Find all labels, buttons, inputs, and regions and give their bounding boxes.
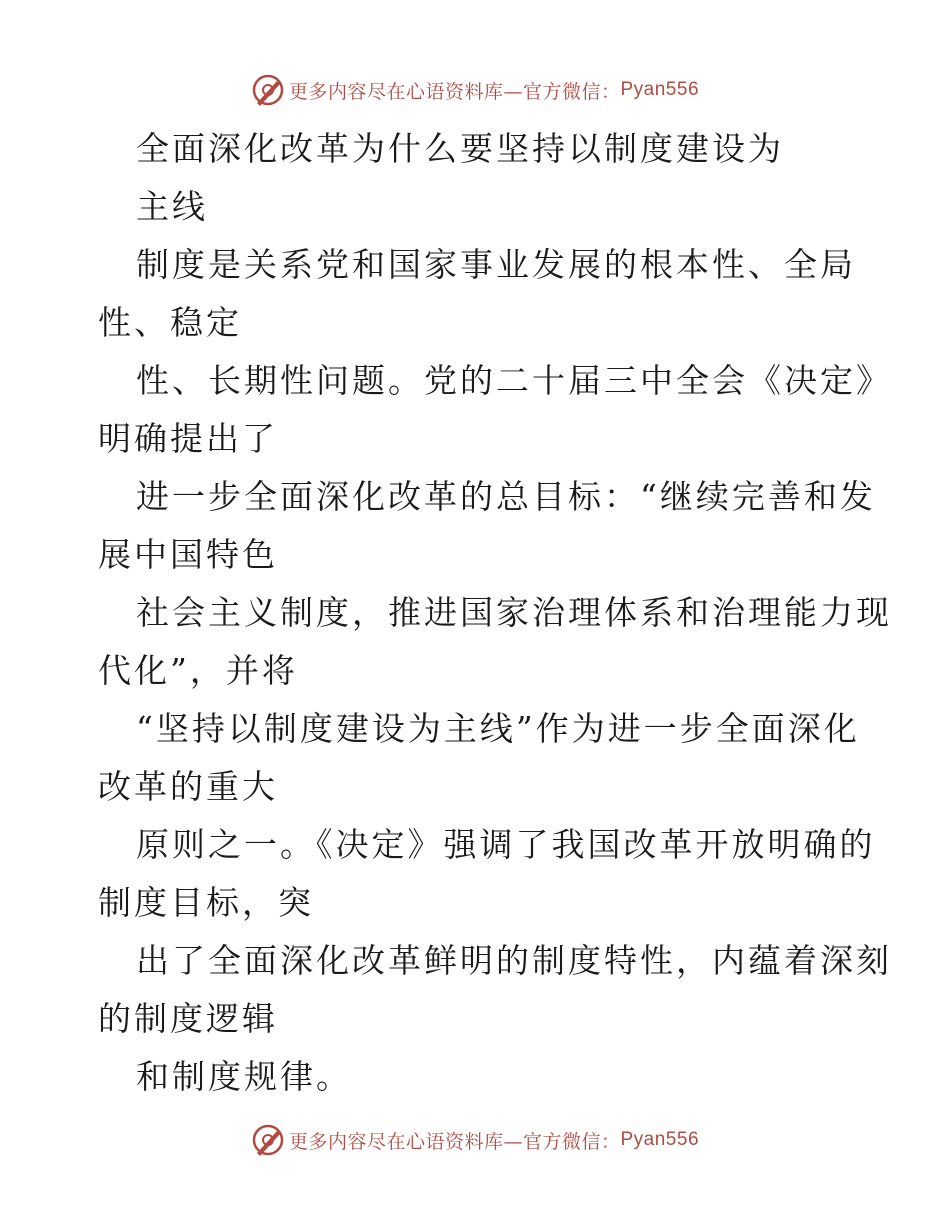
paragraph-line: 制度是关系党和国家事业发展的根本性、全局	[136, 245, 856, 284]
title-line-1: 全面深化改革为什么要坚持以制度建设为	[136, 129, 784, 168]
document-body	[98, 120, 892, 1106]
paragraph-line: “坚持以制度建设为主线”作为进一步全面深化	[136, 709, 860, 748]
paragraph-line: 社会主义制度，推进国家治理体系和治理能力现	[136, 593, 892, 632]
footer-banner-text: 更多内容尽在心语资料库—官方微信：	[288, 1130, 621, 1153]
paragraph-line: 进一步全面深化改革的总目标：“继续完善和发	[136, 477, 876, 516]
paragraph-line: 明确提出了	[98, 419, 278, 458]
paragraph-line: 的制度逻辑	[98, 999, 278, 1038]
header-banner	[0, 70, 950, 110]
paragraph-line: 和制度规律。	[136, 1057, 352, 1096]
paragraph-line: 性、稳定	[98, 303, 242, 342]
pen-logo-icon	[251, 73, 285, 107]
paragraph-line: 制度目标，突	[98, 883, 314, 922]
paragraph-line: 性、长期性问题。党的二十届三中全会《决定》	[136, 361, 892, 400]
title-line-2: 主线	[136, 187, 208, 226]
paragraph-line: 出了全面深化改革鲜明的制度特性，内蕴着深刻	[136, 941, 892, 980]
paragraph-line: 原则之一。《决定》强调了我国改革开放明确的	[136, 825, 876, 864]
paragraph-line: 代化”，并将	[98, 651, 298, 690]
footer-banner-wechat-id: Pyan556	[620, 1129, 700, 1150]
pen-logo-icon	[251, 1123, 285, 1157]
header-banner-wechat-id: Pyan556	[620, 79, 700, 100]
paragraph-line: 展中国特色	[98, 535, 278, 574]
footer-banner	[0, 1120, 950, 1160]
paragraph-line: 改革的重大	[98, 767, 278, 806]
header-banner-text: 更多内容尽在心语资料库—官方微信：	[288, 80, 621, 103]
